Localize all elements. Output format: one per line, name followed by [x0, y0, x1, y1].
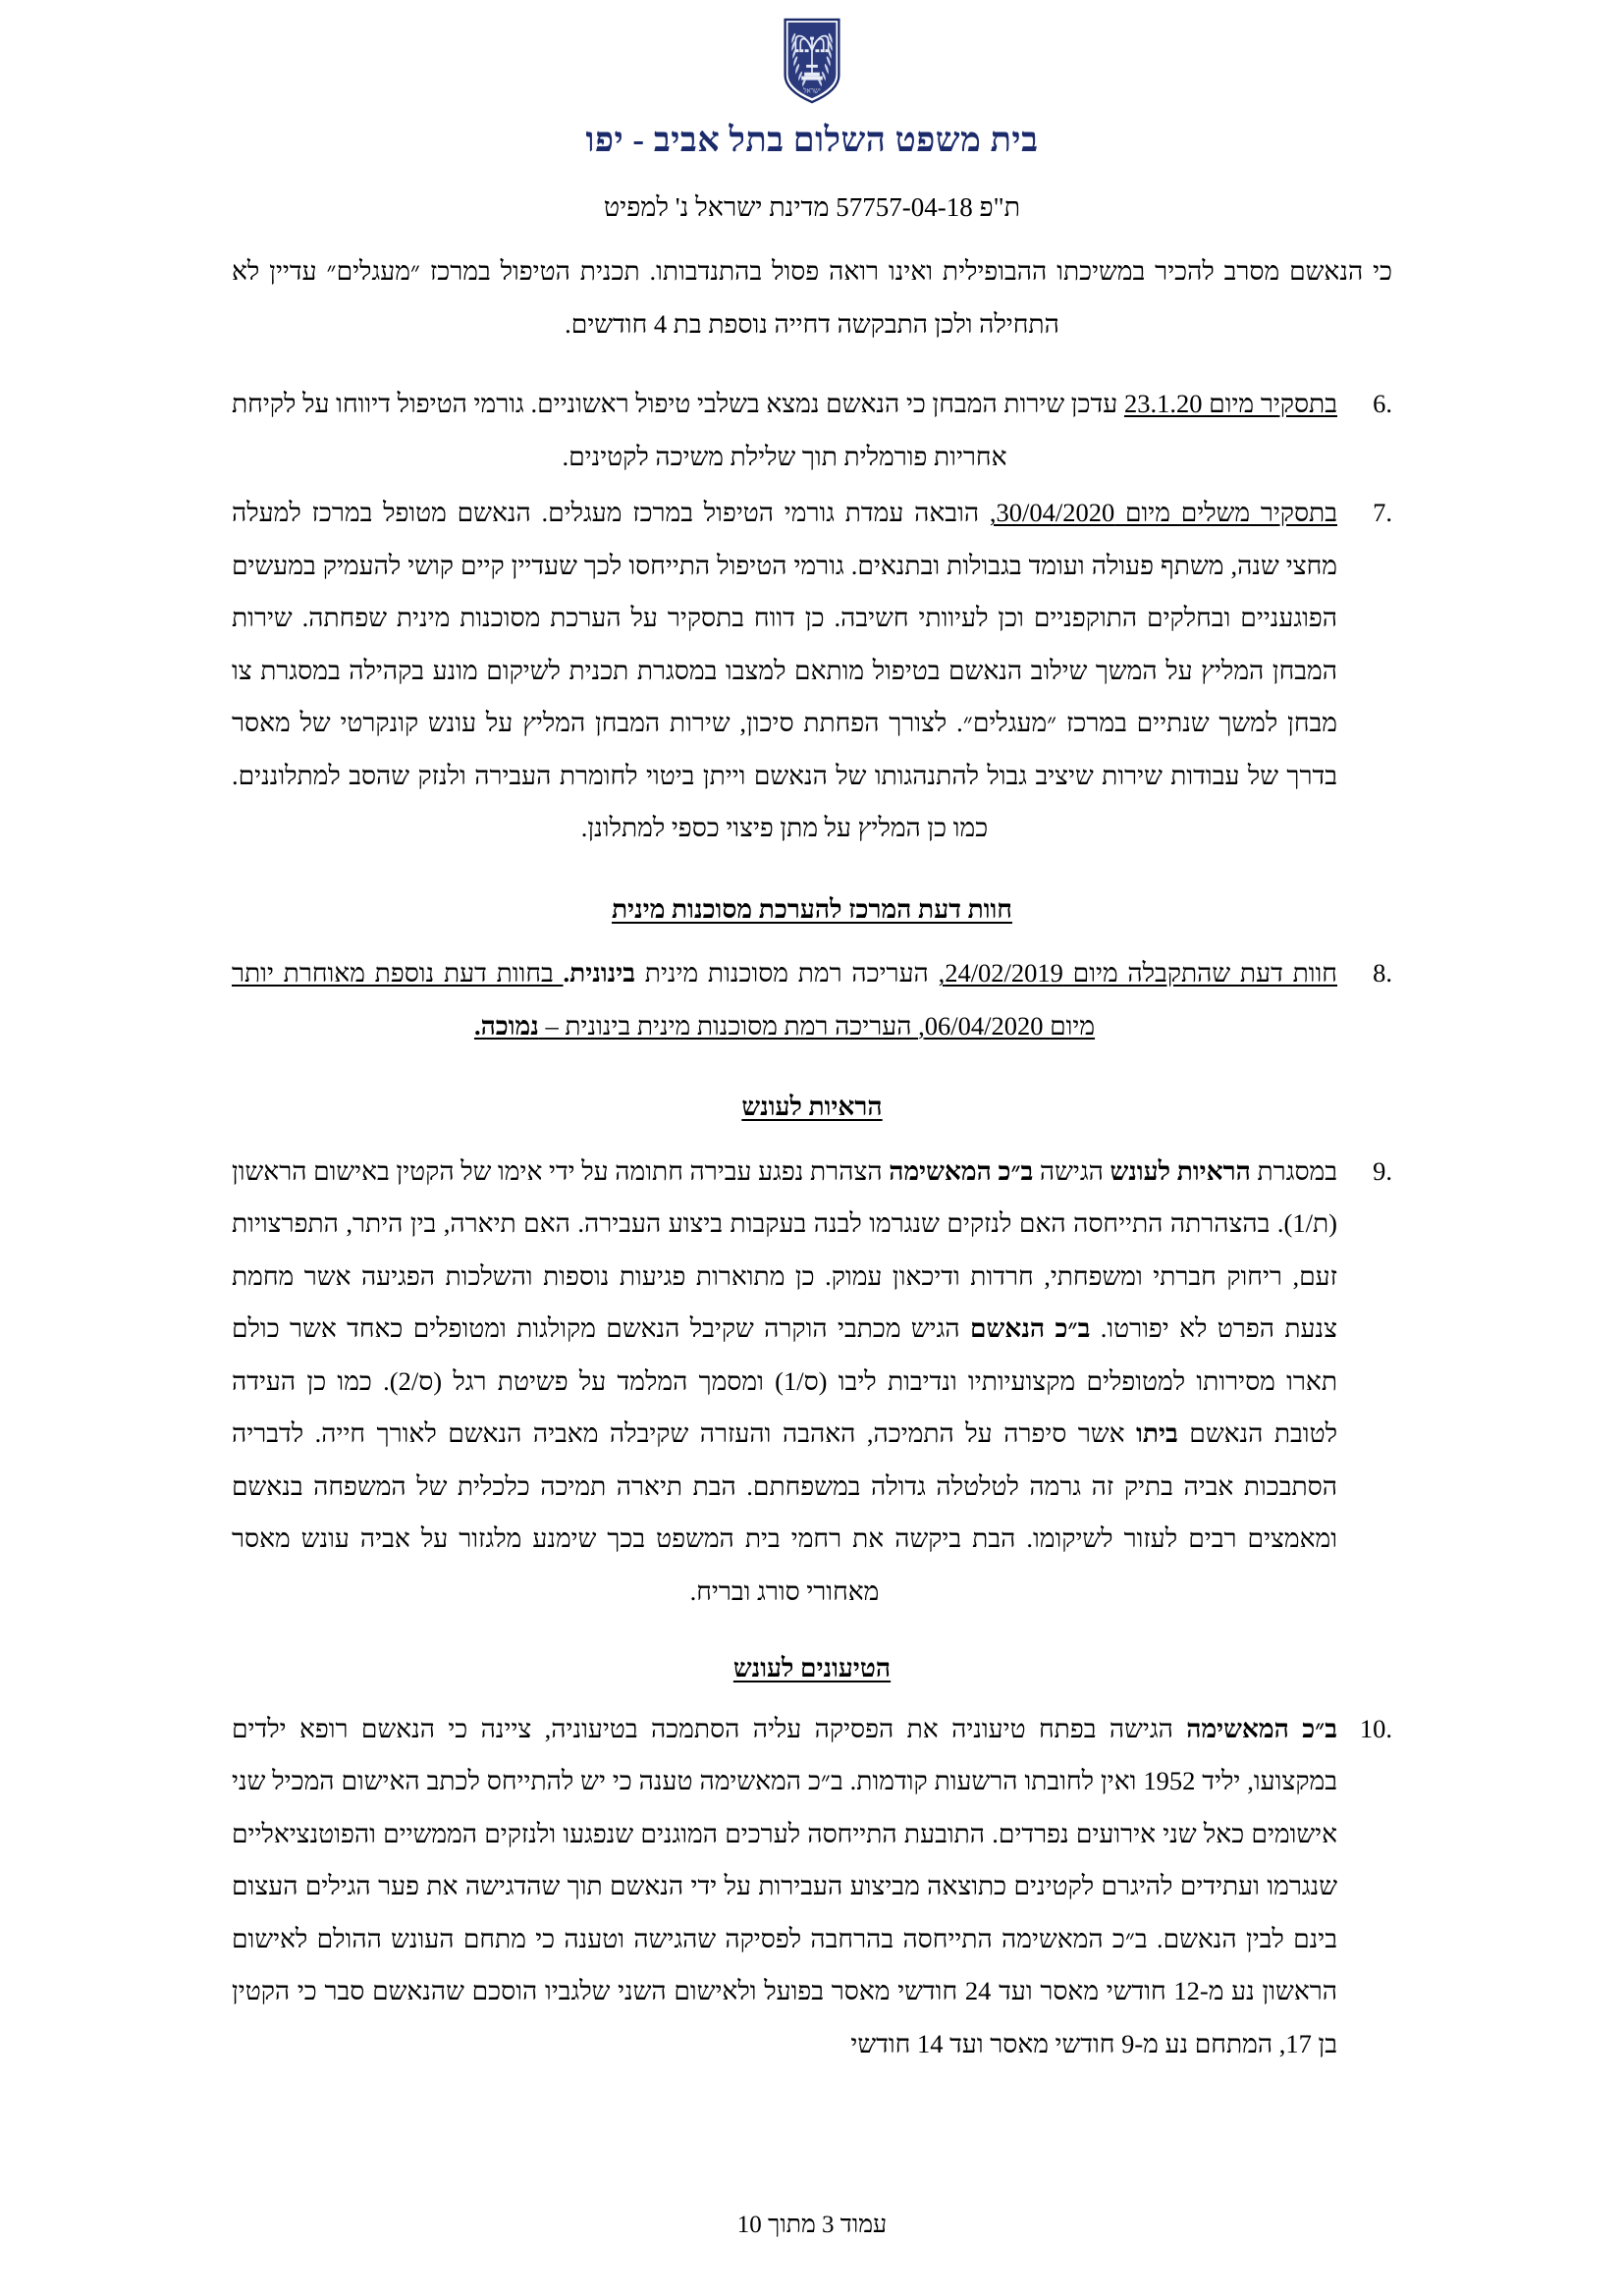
list-item-number: 10.: [1359, 1713, 1392, 1743]
document-body: [0, 245, 1624, 2070]
underlined-reference: בתסקיר משלים מיום 30/04/2020,: [989, 498, 1337, 528]
risk-text-2: העריכה רמת מסוכנות מינית בינונית –: [538, 1010, 919, 1041]
list-item-text: [232, 947, 1337, 1052]
list-item-number: 9.: [1373, 1155, 1392, 1186]
list-item: [232, 1703, 1392, 2071]
page-footer: [0, 2212, 1624, 2239]
page-title: בית משפט השלום בתל אביב - יפו: [585, 121, 1039, 159]
case-reference-line: ת"פ 57757-04-18 מדינת ישראל נ' למפיט: [603, 191, 1021, 222]
list-item-text: [232, 378, 1337, 483]
defense-counsel-label: ב״כ הנאשם: [970, 1313, 1091, 1344]
document-header: [0, 0, 1624, 160]
evidence-text-4: הגיש מכתבי הוקרה שקיבל הנאשם מקולגות ומטופלים כאחד אשר כולם תארו מסירותו למטופלים מקצועיותיו ונדיבות ליבו (ס/1) ומסמך המלמד על פשיטת רגל (ס/2). כמו כן העידה לטובת הנאשם: [232, 1313, 1337, 1449]
evidence-text-3: הצהרת נפגע עבירה חתומה על ידי אימו של הקטין באישום הראשון (ת/1). בהצהרתה התייחסה האם לנזקים שנגרמו לבנה בעקבות ביצוע העבירה. האם תיארה, בין היתר, התפרצויות זעם, ריחוק חברתי ומשפחתי, חרדות ודיכאון עמוק. כן מתוארות פגיעות נוספות והשלכות הפגיעה אשר מחמת צנעת הפרט לא יפורטו.: [232, 1155, 1337, 1344]
list-item-rest: עדכן שירות המבחן כי הנאשם נמצא בשלבי טיפול ראשוניים. גורמי הטיפול דיווחו על לקיחת אחריות פורמלית תוך שלילת משיכה לקטינים.: [232, 389, 1124, 471]
section-heading-evidence: הראיות לעונש: [741, 1092, 883, 1122]
daughter-witness-label: ביתו: [1136, 1418, 1178, 1449]
section-heading-risk-assessment: חוות דעת המרכז להערכת מסוכנות מינית: [612, 893, 1012, 924]
list-item-number: 7.: [1373, 498, 1392, 528]
evidence-text-1: במסגרת: [1250, 1155, 1337, 1186]
prosecutor-counsel-label: ב״כ המאשימה: [1186, 1713, 1337, 1743]
list-item-text: [232, 1146, 1337, 1619]
svg-text:ישראל: ישראל: [803, 87, 821, 95]
risk-level-medium: בינונית.: [563, 958, 636, 988]
list-item-number: 6.: [1373, 389, 1392, 419]
list-item-number: 8.: [1373, 958, 1392, 988]
list-item-text: [232, 487, 1337, 855]
prosecutor-counsel-label: ב״כ המאשימה: [889, 1155, 1034, 1186]
list-item: [232, 487, 1392, 855]
evidence-text-2: הגישה: [1033, 1155, 1110, 1186]
evidence-emphasis-1: הראיות לעונש: [1110, 1155, 1251, 1186]
underlined-reference: בתסקיר מיום 23.1.20: [1123, 389, 1337, 419]
continued-paragraph: כי הנאשם מסרב להכיר במשיכתו ההבופילית ואינו רואה פסול בהתנדבותו. תכנית הטיפול במרכז ״מעגלים״ עדיין לא התחילה ולכן התבקשה דחייה נוספת בת 4 חודשים.: [232, 256, 1392, 339]
underlined-reference-second: בחוות דעת נוספת מאוחרת יותר מיום 06/04/2020,: [232, 958, 1096, 1041]
list-item: [232, 1146, 1392, 1619]
list-item: [232, 378, 1392, 483]
arguments-text: הגישה בפתח טיעוניה את הפסיקה עליה הסתמכה בטיעוניה, ציינה כי הנאשם רופא ילדים במקצועו, יליד 1952 ואין לחובתו הרשעות קודמות. ב״כ המאשימה טענה כי יש להתייחס לכתב האישום המכיל שני אישומים כאל שני אירועים נפרדים. התובעת התייחסה לערכים המוגנים שנפגעו ולנזקים הממשיים והפוטנציאליים שנגרמו ועתידים להיגרם לקטינים כתוצאה מביצוע העבירות על ידי הנאשם תוך שהדגישה את פער הגילים העצום בינם לבין הנאשם. ב״כ המאשימה התייחסה בהרחבה לפסיקה שהגישה וטענה כי מתחם העונש ההולם לאישום הראשון נע מ-12 חודשי מאסר ועד 24 חודשי מאסר בפועל ולאישום השני שלגביו הוסכם שהנאשם סבר כי הקטין בן 17, המתחם נע מ-9 חודשי מאסר ועד 14 חודשי: [232, 1713, 1337, 2058]
risk-text-1: העריכה רמת מסוכנות מינית: [635, 958, 939, 988]
israel-state-emblem-menorah-icon: [780, 18, 844, 104]
risk-level-low: נמוכה.: [473, 1010, 539, 1041]
page-number-label: עמוד 3 מתוך 10: [736, 2212, 888, 2238]
list-item: [232, 947, 1392, 1052]
underlined-reference-first: חוות דעת שהתקבלה מיום 24/02/2019,: [938, 958, 1337, 988]
evidence-text-5: אשר סיפרה על התמיכה, האהבה והעזרה שקיבלה מאביה הנאשם לאורך חייה. לדבריה הסתבכות אביה בתיק זה גרמה לטלטלה גדולה במשפחתם. הבת תיארה תמיכה כלכלית של המשפחה בנאשם ומאמצים רבים לעזור לשיקומו. הבת ביקשה את רחמי בית המשפט בכך שימנע מלגזור על אביה עונש מאסר מאחורי סורג ובריח.: [232, 1418, 1337, 1606]
list-item-rest: הובאה עמדת גורמי הטיפול במרכז מעגלים. הנאשם מטופל במרכז למעלה מחצי שנה, משתף פעולה ועומד בגבולות ובתנאים. גורמי הטיפול התייחסו לכך שעדיין קיים קושי להעמיק במעשים הפוגעניים ובחלקים התוקפניים וכן לעיוותי חשיבה. כן דווח בתסקיר על הערכת מסוכנות מינית שפחתה. שירות המבחן המליץ על המשך שילוב הנאשם בטיפול מותאם למצבו במסגרת תכנית לשיקום מונע בקהילה במסגרת צו מבחן למשך שנתיים במרכז ״מעגלים״. לצורך הפחתת סיכון, שירות המבחן המליץ על עונש קונקרטי של מאסר בדרך של עבודות שירות שיציב גבול להתנהגותו של הנאשם וייתן ביטוי לחומרת העבירה ולנזק שהסב למתלוננים. כמו כן המליץ על מתן פיצוי כספי למתלונן.: [232, 498, 1337, 843]
section-heading-arguments: הטיעונים לעונש: [732, 1653, 892, 1683]
list-item-text: [232, 1703, 1337, 2071]
